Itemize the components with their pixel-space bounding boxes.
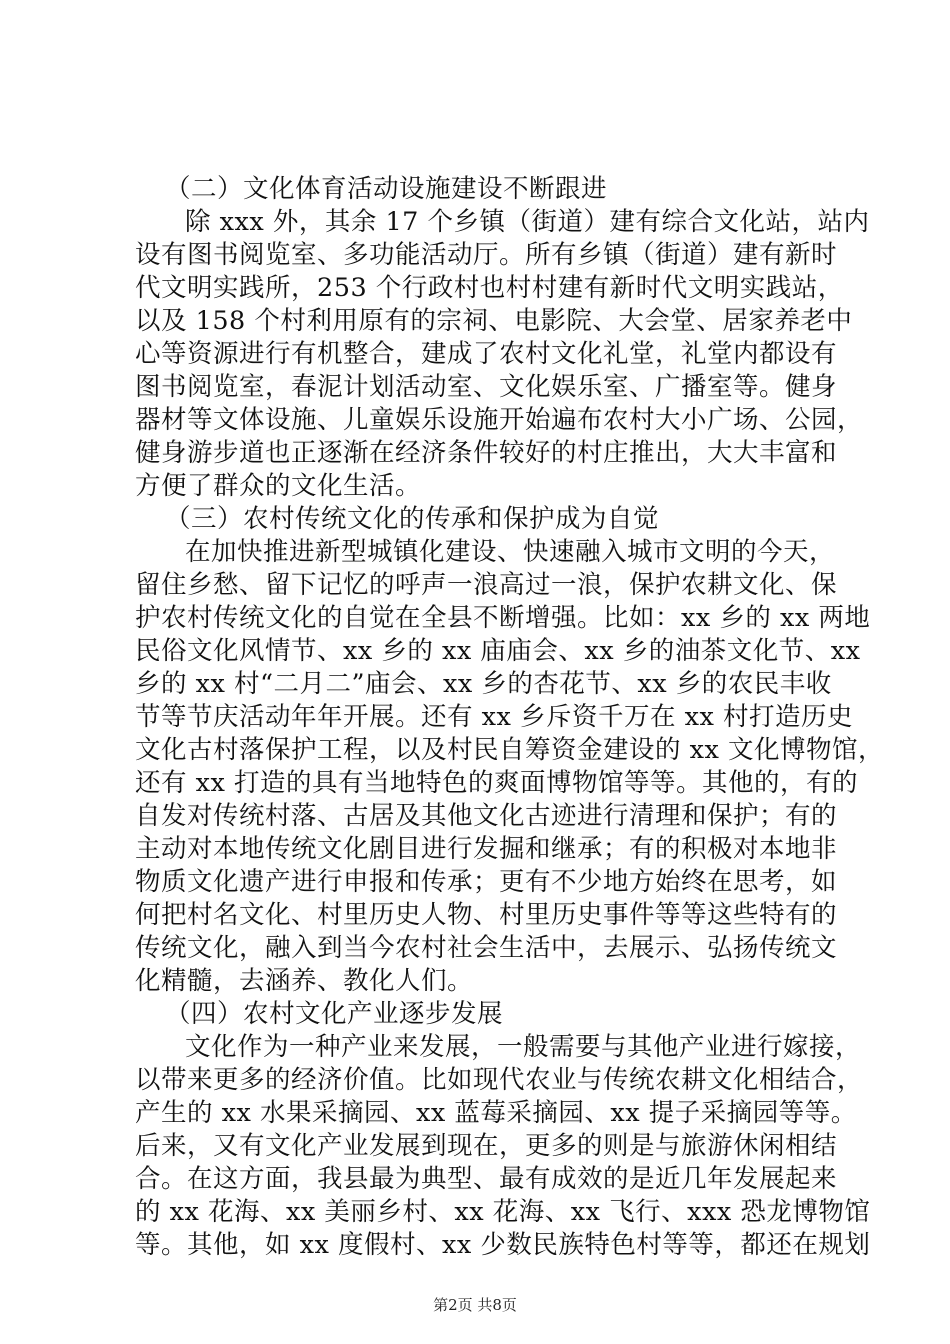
paragraph-line: 代文明实践所，253 个行政村也村村建有新时代文明实践站，: [135, 273, 844, 303]
paragraph-line: 在加快推进新型城镇化建设、快速融入城市文明的今天，: [185, 537, 836, 567]
paragraph-line: 民俗文化风情节、xx 乡的 xx 庙庙会、xx 乡的油茶文化节、xx: [135, 636, 861, 666]
paragraph-line: 主动对本地传统文化剧目进行发掘和继承；有的积极对本地非: [135, 834, 838, 864]
paragraph-line: 设有图书阅览室、多功能活动厅。所有乡镇（街道）建有新时: [135, 240, 838, 270]
section-heading-4: （四）农村文化产业逐步发展: [165, 999, 504, 1029]
paragraph-line: 合。在这方面，我县最为典型、最有成效的是近几年发展起来: [135, 1164, 838, 1194]
paragraph-line: 除 xxx 外，其余 17 个乡镇（街道）建有综合文化站，站内: [185, 207, 870, 237]
paragraph-line: 文化古村落保护工程，以及村民自筹资金建设的 xx 文化博物馆，: [135, 735, 884, 765]
paragraph-line: 器材等文体设施、儿童娱乐设施开始遍布农村大小广场、公园，: [135, 405, 864, 435]
paragraph-line: 以带来更多的经济价值。比如现代农业与传统农耕文化相结合，: [135, 1065, 864, 1095]
paragraph-line: 健身游步道也正逐渐在经济条件较好的村庄推出，大大丰富和: [135, 438, 838, 468]
paragraph-line: 产生的 xx 水果采摘园、xx 蓝莓采摘园、xx 提子采摘园等等。: [135, 1098, 857, 1128]
paragraph-line: 以及 158 个村利用原有的宗祠、电影院、大会堂、居家养老中: [135, 306, 853, 336]
paragraph-line: 何把村名文化、村里历史人物、村里历史事件等等这些特有的: [135, 900, 838, 930]
paragraph-line: 方便了群众的文化生活。: [135, 471, 422, 501]
paragraph-line: 还有 xx 打造的具有当地特色的爽面博物馆等等。其他的，有的: [135, 768, 858, 798]
page-number-footer: 第2页 共8页: [433, 1296, 517, 1314]
paragraph-line: 留住乡愁、留下记忆的呼声一浪高过一浪，保护农耕文化、保: [135, 570, 838, 600]
paragraph-line: 的 xx 花海、xx 美丽乡村、xx 花海、xx 飞行、xxx 恐龙博物馆: [135, 1197, 871, 1227]
paragraph-line: 文化作为一种产业来发展，一般需要与其他产业进行嫁接，: [185, 1032, 862, 1062]
paragraph-line: 自发对传统村落、古居及其他文化古迹进行清理和保护；有的: [135, 801, 838, 831]
paragraph-line: 化精髓，去涵养、教化人们。: [135, 966, 474, 996]
paragraph-line: 节等节庆活动年年开展。还有 xx 乡斥资千万在 xx 村打造历史: [135, 702, 853, 732]
section-heading-2: （二）文化体育活动设施建设不断跟进: [165, 174, 608, 204]
paragraph-line: 传统文化，融入到当今农村社会生活中，去展示、弘扬传统文: [135, 933, 838, 963]
section-heading-3: （三）农村传统文化的传承和保护成为自觉: [165, 504, 660, 534]
paragraph-line: 后来，又有文化产业发展到现在，更多的则是与旅游休闲相结: [135, 1131, 838, 1161]
paragraph-line: 物质文化遗产进行申报和传承；更有不少地方始终在思考，如: [135, 867, 838, 897]
paragraph-line: 乡的 xx 村“二月二”庙会、xx 乡的杏花节、xx 乡的农民丰收: [135, 669, 832, 699]
paragraph-line: 心等资源进行有机整合，建成了农村文化礼堂，礼堂内都设有: [135, 339, 838, 369]
paragraph-line: 护农村传统文化的自觉在全县不断增强。比如：xx 乡的 xx 两地: [135, 603, 871, 633]
paragraph-line: 图书阅览室，春泥计划活动室、文化娱乐室、广播室等。健身: [135, 372, 838, 402]
paragraph-line: 等。其他，如 xx 度假村、xx 少数民族特色村等等，都还在规划: [135, 1230, 871, 1260]
